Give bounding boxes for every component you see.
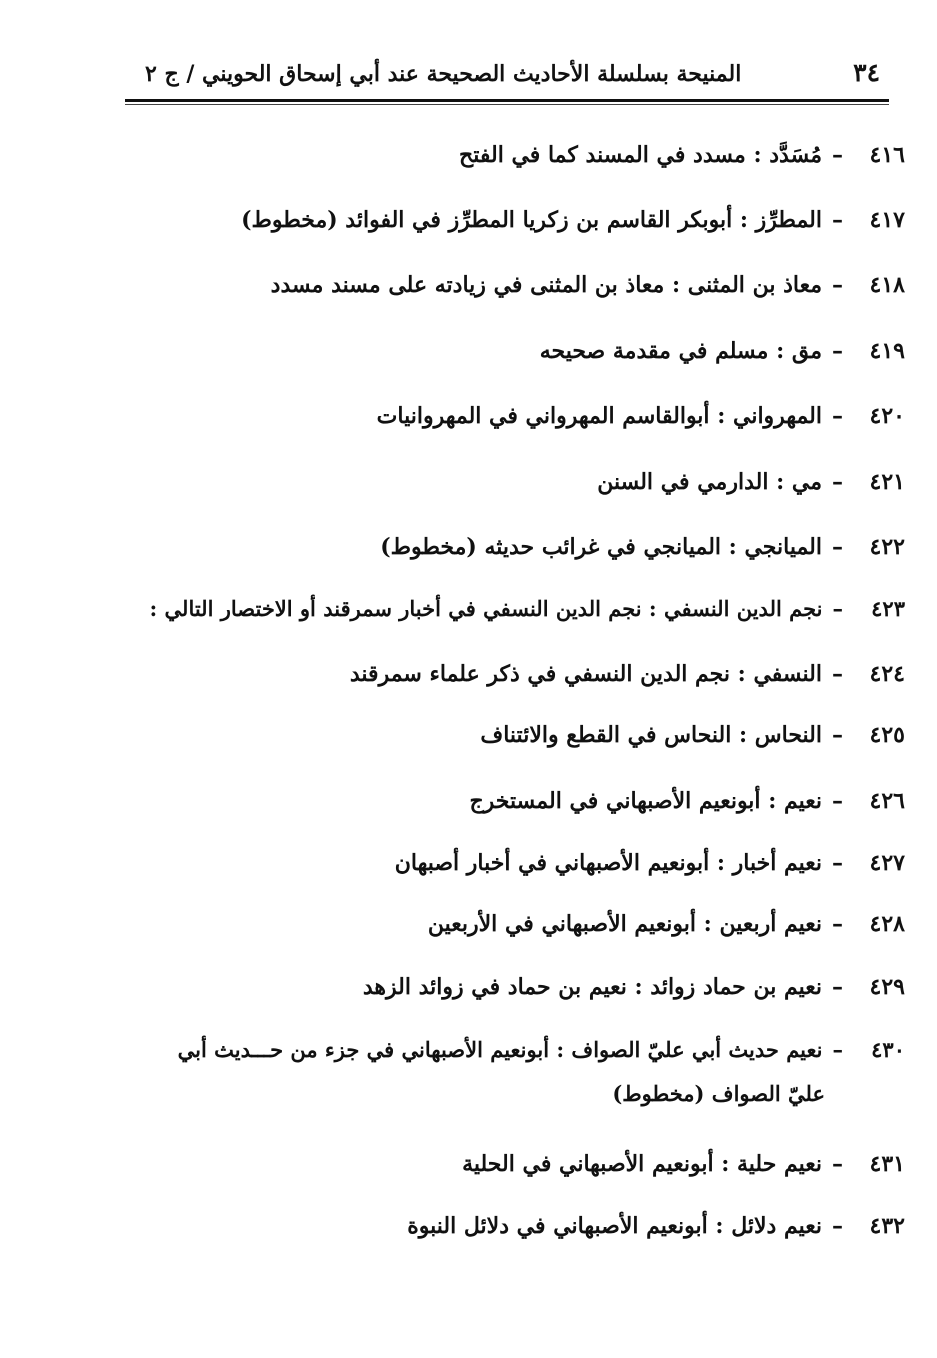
- entry-dash: –: [832, 850, 843, 876]
- entry-text: نجم الدين النسفي : نجم الدين النسفي في أخبار سمرقند أو الاختصار التالي :: [149, 596, 823, 621]
- entry-text: نعيم : أبونعيم الأصبهاني في المستخرج: [469, 788, 822, 814]
- list-item: [130, 718, 905, 752]
- entry-number: ٤٢٣: [871, 596, 905, 621]
- entry-number: ٤٢٠: [869, 403, 905, 429]
- entry-dash: –: [832, 1151, 843, 1177]
- page-header: [125, 52, 890, 96]
- list-item: [130, 1033, 905, 1111]
- entry-text: نعيم بن حماد زوائد : نعيم بن حماد في زوائد الزهد: [362, 974, 822, 1000]
- entry-text: مي : الدارمي في السنن: [597, 469, 822, 495]
- entry-number: ٤٢٥: [869, 722, 905, 748]
- entry-dash: –: [832, 403, 843, 429]
- entry-dash: –: [832, 788, 843, 814]
- entry-dash: –: [832, 722, 843, 748]
- entry-number: ٤٢٢: [869, 534, 905, 560]
- list-item: [130, 592, 905, 626]
- list-item: [130, 970, 905, 1004]
- entry-number: ٤١٩: [869, 338, 905, 364]
- entry-text: النحاس : النحاس في القطع والائتناف: [480, 722, 822, 748]
- entry-dash: –: [832, 207, 843, 233]
- entry-text: نعيم حلية : أبونعيم الأصبهاني في الحلية: [462, 1151, 822, 1177]
- entry-number: ٤٢٦: [869, 788, 905, 814]
- entry-text: الميانجي : الميانجي في غرائب حديثه (مخطوط): [380, 534, 822, 560]
- entry-text: مُسَدَّد : مسدد في المسند كما في الفتح: [459, 142, 822, 168]
- entry-dash: –: [832, 534, 843, 560]
- entry-dash: –: [832, 661, 843, 687]
- list-item: [130, 399, 905, 433]
- list-item: [130, 907, 905, 941]
- entry-dash: –: [832, 1213, 843, 1239]
- list-item: [130, 203, 905, 237]
- header-rule-thin: [125, 104, 889, 105]
- entry-number: ٤٢٧: [869, 850, 905, 876]
- entry-text: المطرِّز : أبوبكر القاسم بن زكريا المطرِّز في الفوائد (مخطوط): [241, 207, 822, 233]
- list-item: [130, 530, 905, 564]
- entry-text: مق : مسلم في مقدمة صحيحه: [539, 338, 822, 364]
- entry-number: ٤١٧: [869, 207, 905, 233]
- list-item: [130, 268, 905, 302]
- running-title: المنيحة بسلسلة الأحاديث الصحيحة عند أبي إسحاق الحويني / ج ٢: [145, 61, 742, 87]
- entry-text: النسفي : نجم الدين النسفي في ذكر علماء سمرقند: [349, 661, 822, 687]
- entry-dash: –: [832, 974, 843, 1000]
- entry-number: ٤٢٨: [869, 911, 905, 937]
- entry-continuation: عليّ الصواف (مخطوط): [612, 1081, 825, 1106]
- list-item: [130, 334, 905, 368]
- entry-dash: –: [832, 469, 843, 495]
- entry-number: ٤١٦: [869, 142, 905, 168]
- entry-text: نعيم حديث أبي عليّ الصواف : أبونعيم الأصبهاني في جزء من حـــديث أبي: [177, 1037, 823, 1062]
- entry-number: ٤٢٩: [869, 974, 905, 1000]
- entry-number: ٤٢١: [869, 469, 905, 495]
- list-item: [130, 784, 905, 818]
- list-item: [130, 465, 905, 499]
- entry-number: ٤١٨: [869, 272, 905, 298]
- entry-number: ٤٣٠: [871, 1037, 905, 1062]
- page-number: ٣٤: [853, 58, 880, 87]
- entry-dash: –: [832, 1037, 843, 1062]
- list-item: [130, 1147, 905, 1181]
- entry-number: ٤٣١: [869, 1151, 905, 1177]
- list-item: [130, 1209, 905, 1243]
- list-item: [130, 657, 905, 691]
- header-rule: [125, 99, 889, 102]
- list-item: [130, 846, 905, 880]
- entry-dash: –: [832, 142, 843, 168]
- entry-text: نعيم دلائل : أبونعيم الأصبهاني في دلائل النبوة: [407, 1213, 822, 1239]
- entry-number: ٤٢٤: [869, 661, 905, 687]
- entry-dash: –: [832, 338, 843, 364]
- entry-text: المهرواني : أبوالقاسم المهرواني في المهروانيات: [376, 403, 822, 429]
- list-item: [130, 138, 905, 172]
- entry-dash: –: [832, 596, 843, 621]
- entry-dash: –: [832, 911, 843, 937]
- entry-number: ٤٣٢: [869, 1213, 905, 1239]
- entry-dash: –: [832, 272, 843, 298]
- entry-text: نعيم أخبار : أبونعيم الأصبهاني في أخبار أصبهان: [394, 850, 822, 876]
- entry-text: معاذ بن المثنى : معاذ بن المثنى في زيادته على مسند مسدد: [270, 272, 822, 298]
- entry-text: نعيم أربعين : أبونعيم الأصبهاني في الأربعين: [427, 911, 822, 937]
